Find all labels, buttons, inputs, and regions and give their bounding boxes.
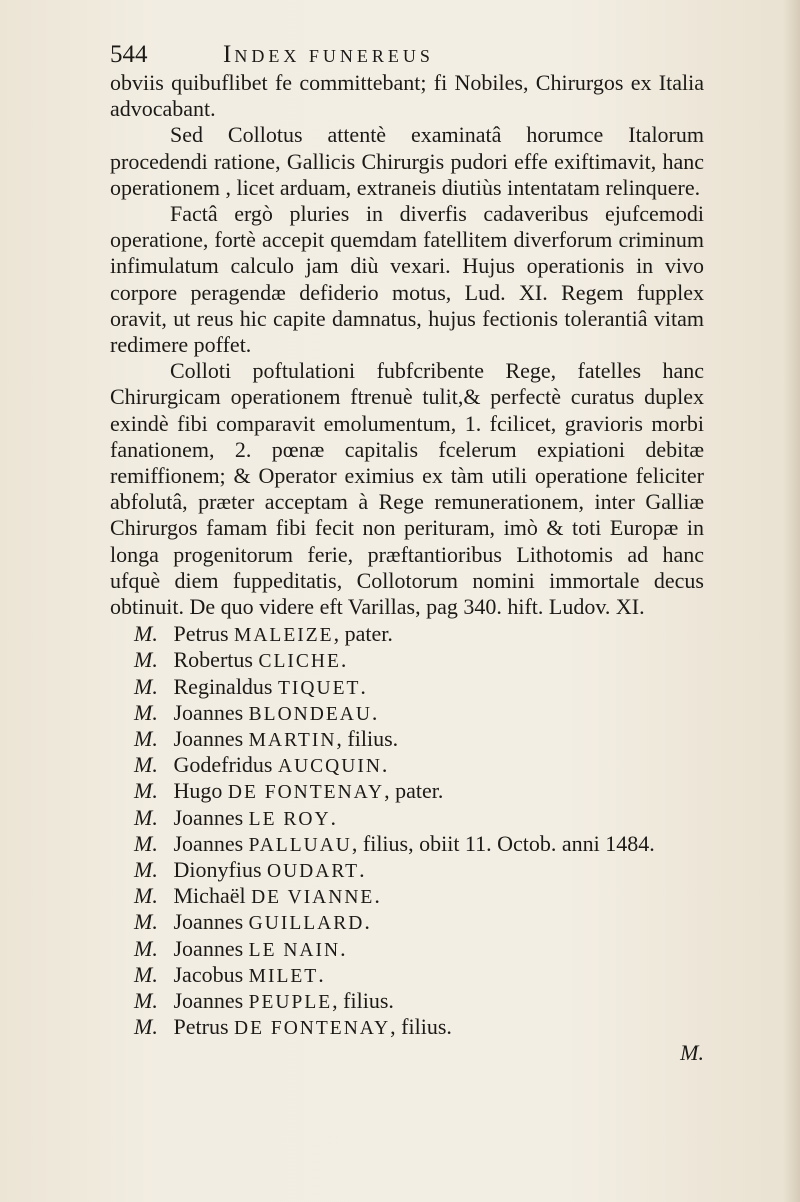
- list-item: M. Joannes LE ROY.: [134, 804, 337, 830]
- list-item: M. Joannes BLONDEAU.: [134, 699, 378, 725]
- list-item: M. Joannes MARTIN, filius.: [134, 726, 399, 752]
- list-item: M. Joannes LE NAIN.: [134, 935, 346, 961]
- list-item: M. Reginaldus TIQUET.: [134, 673, 366, 699]
- list-item: M. Joannes GUILLARD.: [134, 909, 370, 935]
- running-title-initial: I: [223, 41, 235, 68]
- paragraph-3: Factâ ergò pluries in diverfis cadaveribus ejufcemodi operatione, fortè accepit quemdam fatellitem diverforum criminum infimulatum calculo jam diù vexari. Hujus operationis in vivo corpore peragendæ defiderio motus, Lud. XI. Regem fupplex oravit, ut reus hic capite damnatus, hujus fectionis tolerantiâ vitam redimere poffet.: [110, 201, 704, 358]
- paragraph-4: Colloti poftulationi fubfcribente Rege, fatelles hanc Chirurgicam operationem ftrenuè tulit,& perfectè curatus duplex exindè fibi comparavit emolumentum, 1. fcilicet, gravioris morbi fanationem, 2. pœnæ capitalis fcelerum expiationi debitæ remiffionem; & Operator eximius ex tàm utili operatione feliciter abfolutâ, præter acceptam à Rege remunerationem, inter Galliæ Chirurgos famam fibi fecit non perituram, imò & toti Europæ in longa progenitorum ferie, præftantioribus Lithotomis ad hanc ufquè diem fuppeditatis, Collotorum nomini immortale decus obtinuit. De quo videre eft Varillas, pag 340. hift. Ludov. XI.: [110, 358, 704, 620]
- page-gutter-shadow: [784, 0, 800, 1202]
- list-item: M. Petrus MALEIZE, pater.: [134, 621, 393, 647]
- text-body: [110, 70, 704, 1066]
- list-item: M. Petrus DE FONTENAY, filius.: [134, 1014, 452, 1040]
- list-item: M. Jacobus MILET.: [134, 961, 324, 987]
- list-item: M. Godefridus AUCQUIN.: [134, 752, 388, 778]
- list-item: M. Joannes PEUPLE, filius.: [134, 987, 394, 1013]
- paragraph-2: Sed Collotus attentè examinatâ horumce Italorum procedendi ratione, Gallicis Chirurgis pudori effe exiftimavit, hanc operationem , licet arduam, extraneis diutiùs intentatam relinquere.: [110, 122, 704, 200]
- running-title-rest: NDEX FUNEREUS: [234, 46, 434, 66]
- page-number: 544: [110, 41, 148, 68]
- surgeon-list: [110, 621, 704, 1066]
- list-item: M. Joannes PALLUAU, filius, obiit 11. Octob. anni 1484.: [134, 830, 655, 856]
- catchword: M.: [680, 1040, 704, 1066]
- list-item: M. Hugo DE FONTENAY, pater.: [134, 778, 444, 804]
- running-title: [223, 38, 434, 73]
- list-item: M. Robertus CLICHE.: [134, 647, 347, 673]
- list-item: M. Michaël DE VIANNE.: [134, 883, 380, 909]
- paragraph-1: obviis quibuflibet fe committebant; fi Nobiles, Chirurgos ex Italia advocabant.: [110, 70, 704, 122]
- page-header: [110, 38, 700, 72]
- list-item: M. Dionyfius OUDART.: [134, 856, 365, 882]
- catchword-row: [110, 1040, 704, 1066]
